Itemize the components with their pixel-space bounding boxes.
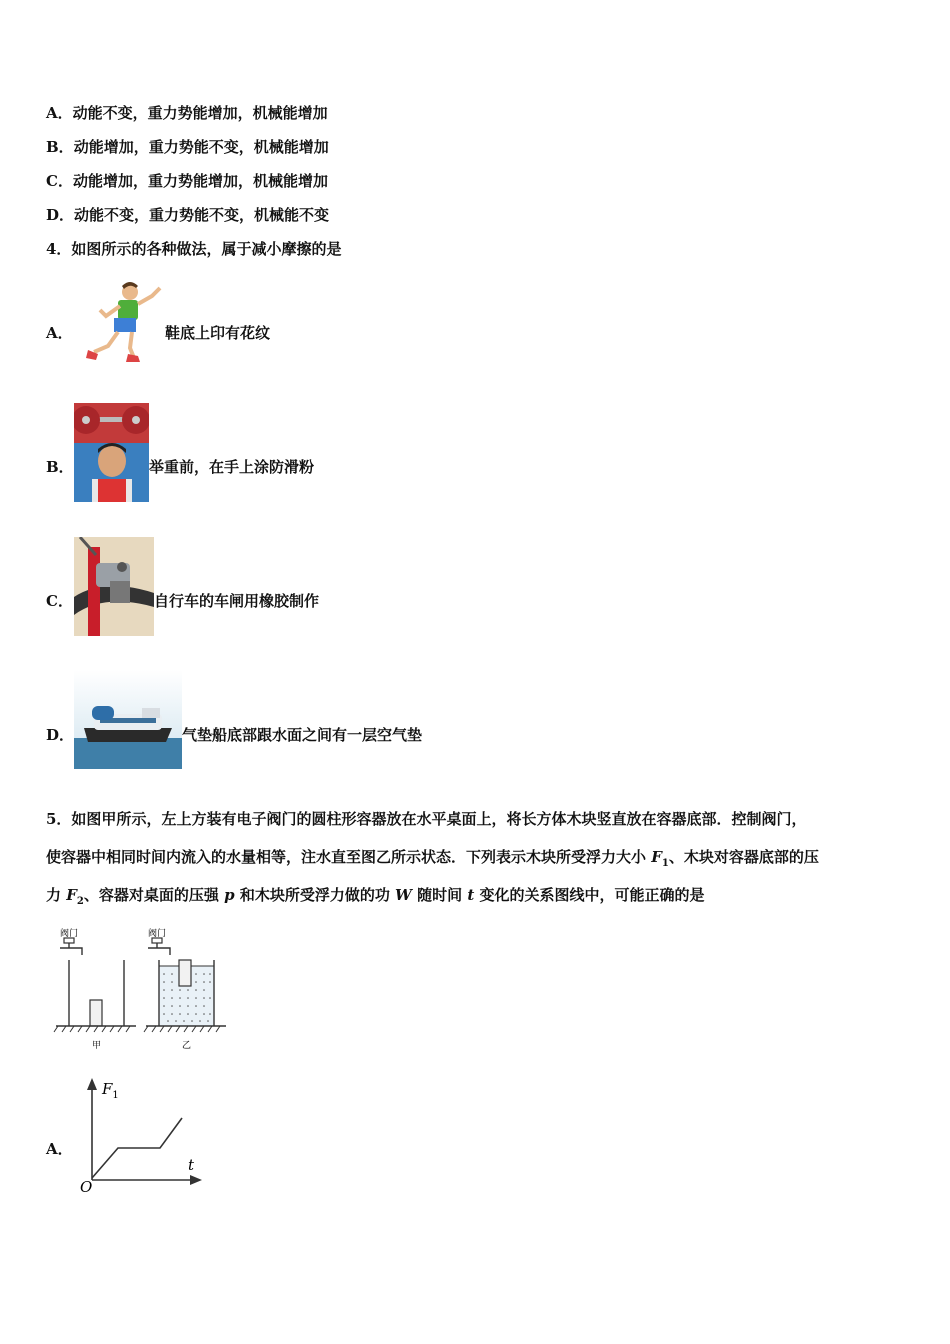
y-axis-arrow — [87, 1078, 97, 1090]
q5-option-a-graph — [76, 1072, 208, 1194]
f1-curve — [92, 1118, 182, 1178]
weightlifter-image — [74, 403, 149, 502]
q5-stem-line-2: 使容器中相同时间内流入的水量相等，注水直至图乙所示状态．下列表示木块所受浮力大小 $F_1$、木块对容器底部的压 — [46, 848, 819, 869]
hovercraft-image — [74, 670, 182, 769]
x-axis-arrow — [190, 1175, 202, 1185]
y-axis-label: $F_1$ — [102, 1080, 119, 1101]
q4-option-d-text: 气垫船底部跟水面之间有一层空气垫 — [182, 726, 423, 744]
x-axis-label: t — [188, 1156, 195, 1174]
q4-option-b-letter: B． — [46, 458, 74, 476]
q4-stem: 4．如图所示的各种做法，属于减小摩擦的是 — [46, 240, 342, 258]
q5-container-figure — [52, 924, 232, 1052]
q4-option-a-text: 鞋底上印有花纹 — [165, 324, 271, 342]
valve-label-yi: 阀门 — [148, 929, 167, 939]
q4-option-c-text: 自行车的车闸用橡胶制作 — [154, 592, 320, 610]
runner-image — [80, 278, 168, 364]
q3-option-c: C．动能增加，重力势能增加，机械能增加 — [46, 172, 328, 190]
valve-label-jia: 阀门 — [60, 929, 79, 939]
q3-option-a: A．动能不变，重力势能增加，机械能增加 — [46, 104, 328, 122]
bicycle-brake-image — [74, 537, 154, 636]
q4-option-d-letter: D． — [46, 726, 75, 744]
q4-option-a-letter: A． — [46, 324, 73, 342]
q4-option-c-letter: C． — [46, 592, 73, 610]
q5-stem-line-1: 5．如图甲所示，左上方装有电子阀门的圆柱形容器放在水平桌面上，将长方体木块竖直放在容器底部．控制阀门， — [46, 810, 807, 828]
q5-option-a-letter: A． — [46, 1140, 73, 1158]
q5-stem-line-3: 力 $F_2$、容器对桌面的压强 p 和木块所受浮力做的功 W 随时间 t 变化的关系图线中，可能正确的是 — [46, 886, 705, 907]
q3-option-b: B．动能增加，重力势能不变，机械能增加 — [46, 138, 329, 156]
q4-option-b-text: 举重前，在手上涂防滑粉 — [149, 458, 315, 476]
q3-option-d: D．动能不变，重力势能不变，机械能不变 — [46, 206, 330, 224]
figure-label-yi: 乙 — [182, 1041, 192, 1051]
figure-label-jia: 甲 — [92, 1041, 102, 1051]
origin-label: O — [80, 1178, 93, 1194]
